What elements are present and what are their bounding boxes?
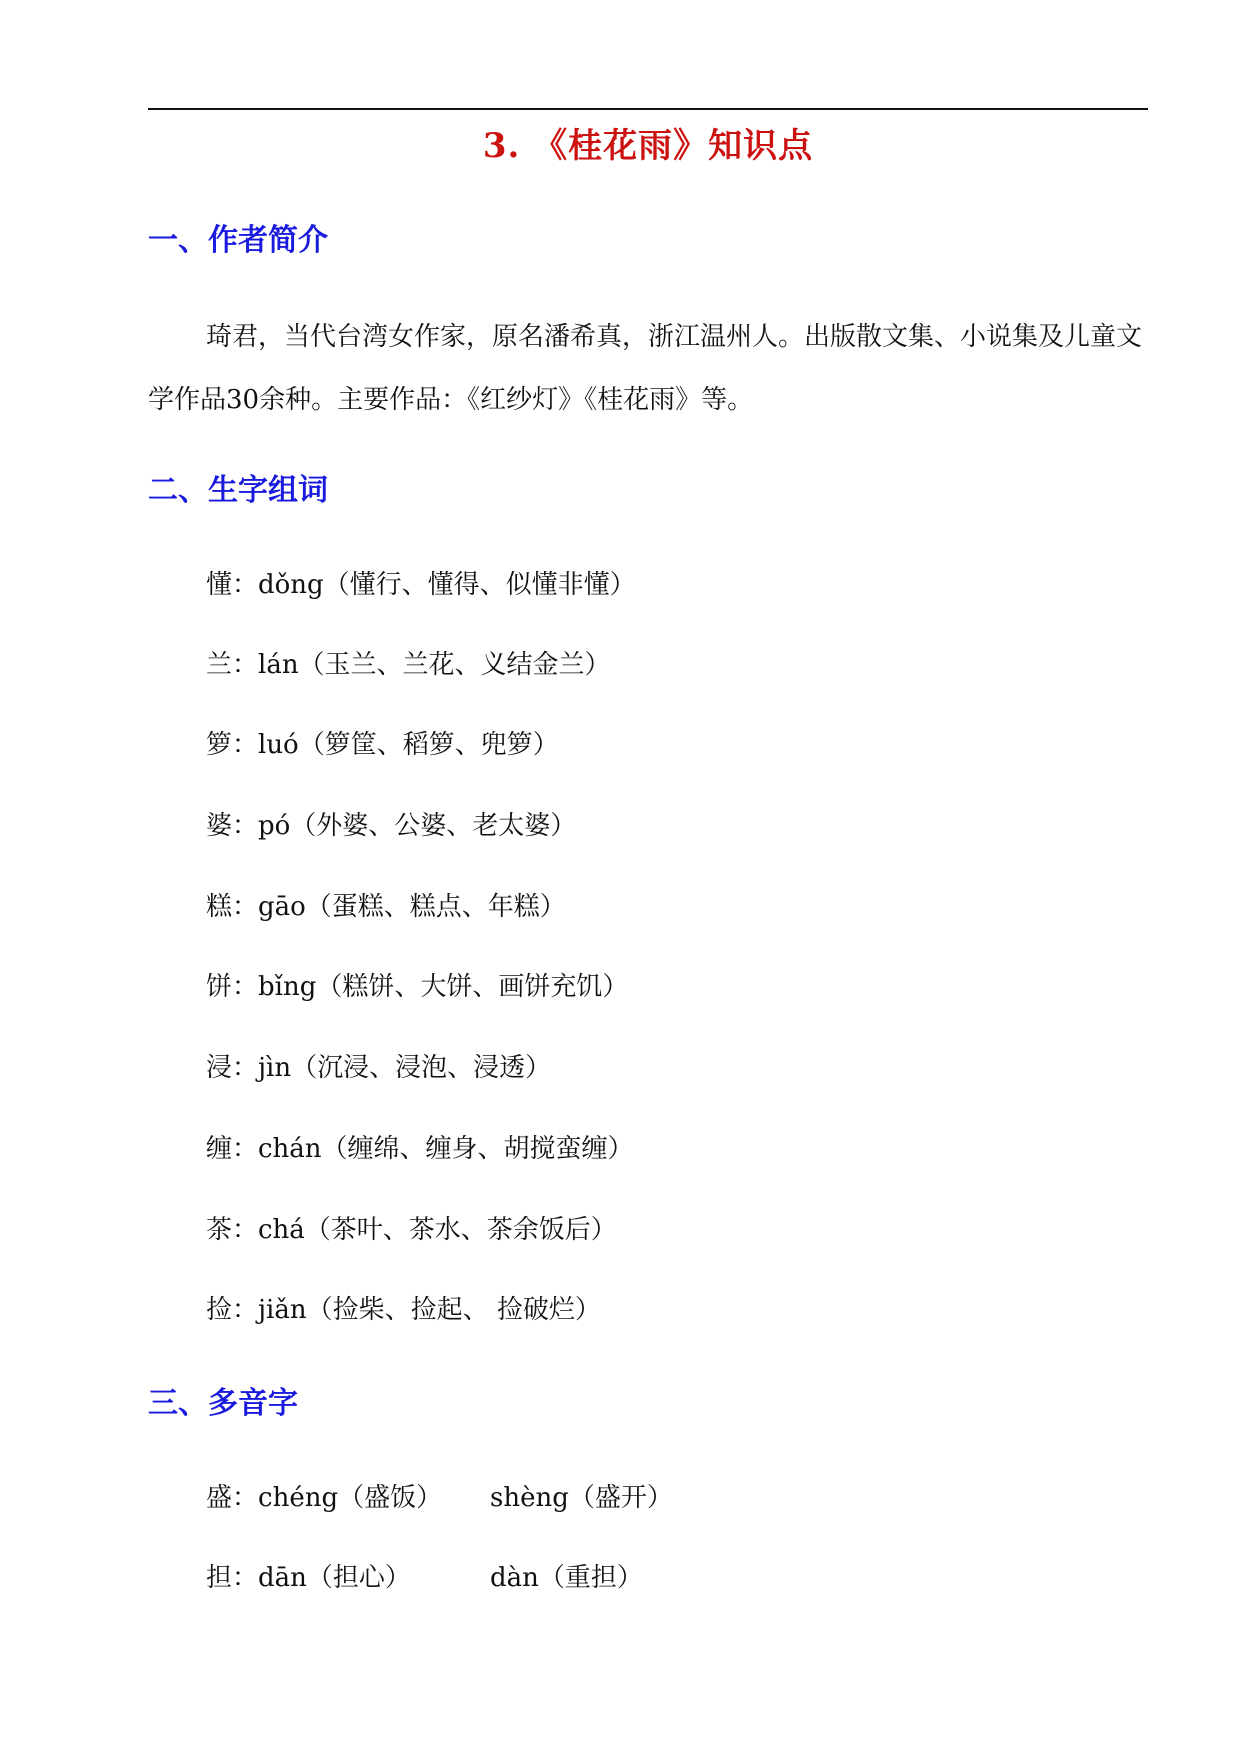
polyphone-reading-1: dān（担心） <box>258 1563 411 1593</box>
section-heading-polyphones: 三、多音字 <box>148 1386 298 1421</box>
polyphone-char: 担： <box>206 1563 259 1593</box>
polyphone-reading-2: dàn（重担） <box>490 1563 643 1593</box>
vocab-item: 浸：jìn（沉浸、浸泡、浸透） <box>206 1053 552 1083</box>
header-rule <box>148 108 1148 110</box>
author-intro-paragraph: 琦君，当代台湾女作家，原名潘希真，浙江温州人。出版散文集、小说集及儿童文学作品30余种。主要作品：《红纱灯》《桂花雨》等。 <box>148 322 1143 415</box>
vocab-item: 懂：dǒng（懂行、懂得、似懂非懂） <box>206 570 636 600</box>
section-heading-author: 一、作者简介 <box>148 223 328 258</box>
vocab-item: 兰：lán（玉兰、兰花、义结金兰） <box>206 650 611 680</box>
polyphone-reading-1: chéng（盛饭） <box>258 1483 443 1513</box>
polyphone-reading-2: shèng（盛开） <box>490 1483 673 1513</box>
page-title: 3. 《桂花雨》知识点 <box>482 126 814 166</box>
section-heading-vocab: 二、生字组词 <box>148 473 328 508</box>
vocab-item: 糕：gāo（蛋糕、糕点、年糕） <box>206 892 566 922</box>
vocab-item: 婆：pó（外婆、公婆、老太婆） <box>206 811 577 841</box>
vocab-item: 捡：jiǎn（捡柴、捡起、 捡破烂） <box>206 1295 601 1325</box>
polyphone-item <box>206 1558 643 1598</box>
vocab-item: 饼：bǐng（糕饼、大饼、画饼充饥） <box>206 972 629 1002</box>
polyphone-char: 盛： <box>206 1483 259 1513</box>
vocab-item: 缠：chán（缠绵、缠身、胡搅蛮缠） <box>206 1134 634 1164</box>
vocab-item: 茶：chá（茶叶、茶水、茶余饭后） <box>206 1215 617 1245</box>
vocab-item: 箩：luó（箩筐、稻箩、兜箩） <box>206 730 559 760</box>
polyphone-item <box>206 1478 673 1518</box>
